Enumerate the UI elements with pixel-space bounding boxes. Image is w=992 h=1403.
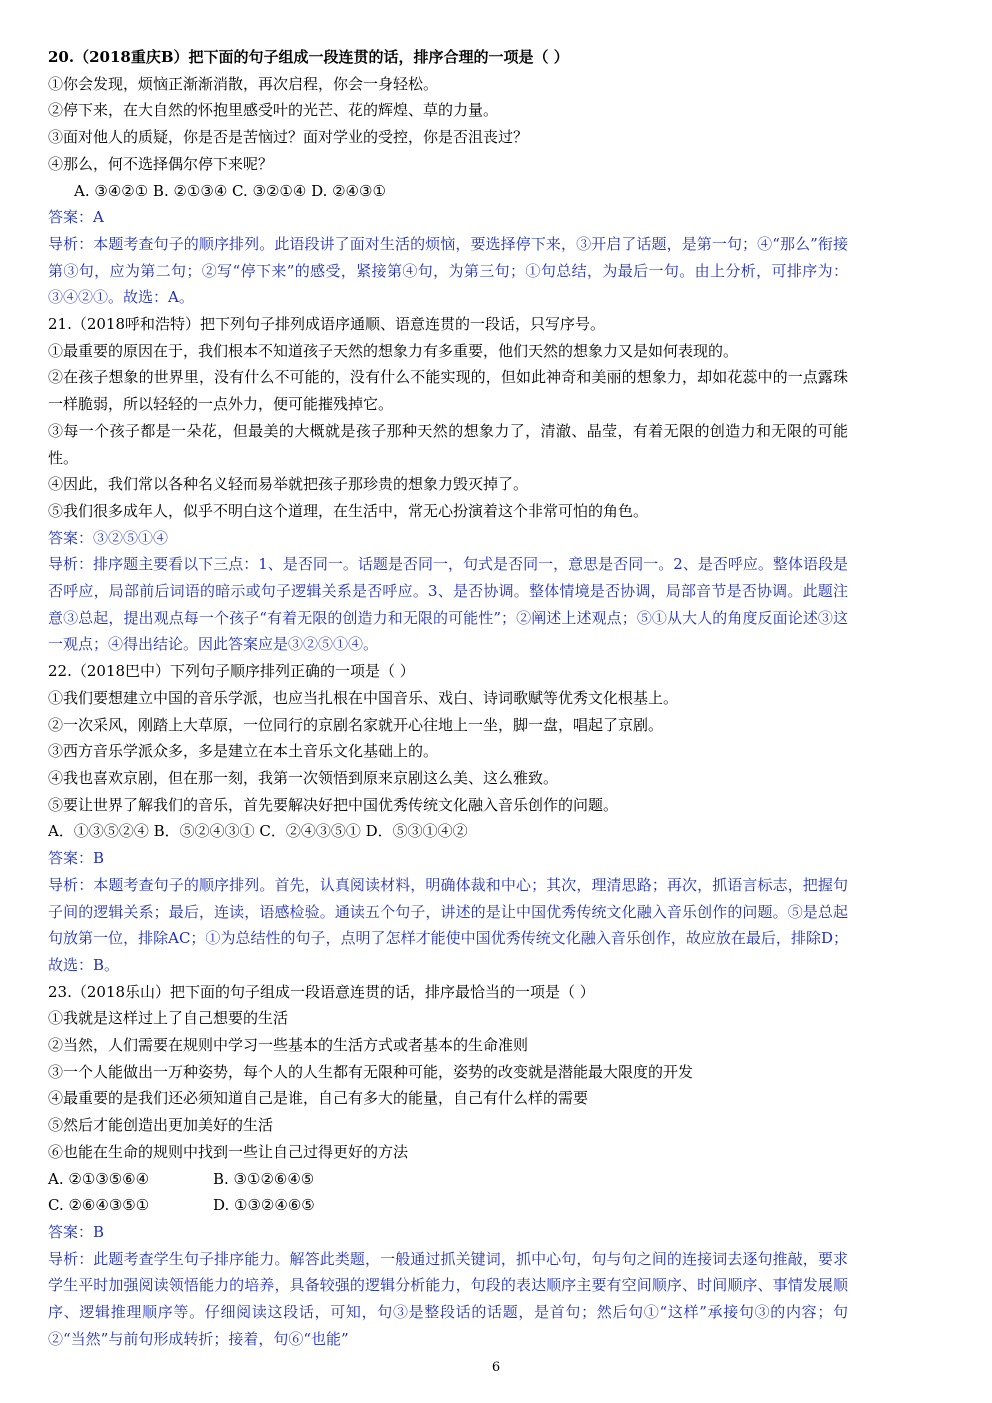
sentence-1: ①我们要想建立中国的音乐学派，也应当扎根在中国音乐、戏白、诗词歌赋等优秀文化根基上。 (48, 688, 679, 707)
sentence-5: ⑤然后才能创造出更加美好的生活 (48, 1116, 274, 1135)
sentence-3: ③面对他人的质疑，你是否是苦恼过？面对学业的受控，你是否沮丧过？ (48, 128, 529, 147)
question-20 (48, 44, 848, 311)
sentence-5: ⑤要让世界了解我们的音乐，首先要解决好把中国优秀传统文化融入音乐创作的问题。 (48, 795, 619, 814)
sentence-2: ②停下来，在大自然的怀抱里感受叶的光芒、花的辉煌、草的力量。 (48, 101, 499, 120)
answer: 答案：B (48, 1222, 105, 1241)
sentence-3: ③一个人能做出一万种姿势，每个人的人生都有无限种可能，姿势的改变就是潜能最大限度的开发 (48, 1062, 694, 1081)
sentence-6: ⑥也能在生命的规则中找到一些让自己过得更好的方法 (48, 1142, 409, 1161)
question-stem: 23.（2018乐山）把下面的句子组成一段语意连贯的话，排序最恰当的一项是（ ） (48, 982, 595, 1001)
answer-options-row-2 (48, 1192, 848, 1219)
sentence-4: ④那么，何不选择偶尔停下来呢？ (48, 154, 274, 173)
question-stem: 21.（2018呼和浩特）把下列句子排列成语序通顺、语意连贯的一段话，只写序号。 (48, 315, 606, 334)
question-22 (48, 658, 848, 978)
option-d: D. ①③②④⑥⑤ (213, 1196, 315, 1215)
question-number: 20. (48, 48, 75, 66)
analysis: 导析：排序题主要看以下三点：1、是否同一。话题是否同一，句式是否同一，意思是否同一。2、是否呼应。整体语段是否呼应，局部前后词语的暗示或句子逻辑关系是否呼应。3、是否协调。整体情境是否协调，局部音节是否协调。此题注意③总起，提出观点每一个孩子“有着无限的创造力和无限的可能性”；②阐述上述观点；⑤①从大人的角度反面论述③这一观点；④得出结论。因此答案应是③②⑤①④。 (48, 555, 848, 654)
answer-options: A．①③⑤②④ B．⑤②④③① C．②④③⑤① D．⑤③①④② (48, 822, 468, 841)
answer: 答案：③②⑤①④ (48, 528, 169, 547)
sentence-2: ②当然，人们需要在规则中学习一些基本的生活方式或者基本的生命准则 (48, 1036, 529, 1055)
sentence-4: ④因此，我们常以各种名义轻而易举就把孩子那珍贵的想象力毁灭掉了。 (48, 475, 529, 494)
sentence-5: ⑤我们很多成年人，似乎不明白这个道理，在生活中，常无心扮演着这个非常可怕的角色。 (48, 501, 649, 520)
sentence-1: ①我就是这样过上了自己想要的生活 (48, 1009, 289, 1028)
answer-options-row-1 (48, 1166, 848, 1193)
question-stem: 22.（2018巴中）下列句子顺序排列正确的一项是（ ） (48, 662, 415, 681)
option-c: C. ②⑥④③⑤① (48, 1196, 150, 1215)
question-21 (48, 311, 848, 658)
answer: 答案：A (48, 208, 104, 227)
sentence-1: ①你会发现，烦恼正渐渐消散，再次启程，你会一身轻松。 (48, 74, 439, 93)
answer-options: A. ③④②① B. ②①③④ C. ③②①④ D. ②④③① (74, 181, 386, 200)
sentence-1: ①最重要的原因在于，我们根本不知道孩子天然的想象力有多重要，他们天然的想象力又是如何表现的。 (48, 341, 739, 360)
analysis: 导析：本题考查句子的顺序排列。首先，认真阅读材料，明确体裁和中心；其次，理清思路；再次，抓语言标志，把握句子间的逻辑关系；最后，连读，语感检验。通读五个句子，讲述的是让中国优秀传统文化融入音乐创作的问题。⑤是总起句放第一位，排除AC；①为总结性的句子，点明了怎样才能使中国优秀传统文化融入音乐创作，故应放在最后，排除D；故选：B。 (48, 875, 848, 974)
sentence-2: ②一次采风，刚踏上大草原，一位同行的京剧名家就开心往地上一坐，脚一盘，唱起了京剧。 (48, 715, 664, 734)
document-page (48, 44, 848, 1352)
option-b: B. ③①②⑥④⑤ (213, 1169, 315, 1188)
sentence-4: ④最重要的是我们还必须知道自己是谁，自己有多大的能量，自己有什么样的需要 (48, 1089, 589, 1108)
sentence-2: ②在孩子想象的世界里，没有什么不可能的，没有什么不能实现的，但如此神奇和美丽的想象力，却如花蕊中的一点露珠一样脆弱，所以轻轻的一点外力，便可能摧残掉它。 (48, 368, 848, 414)
question-stem-text: （2018重庆B）把下面的句子组成一段连贯的话，排序合理的一项是（ ） (74, 48, 569, 66)
page-number: 6 (491, 1360, 501, 1375)
answer: 答案：B (48, 849, 105, 868)
sentence-4: ④我也喜欢京剧，但在那一刻，我第一次领悟到原来京剧这么美、这么雅致。 (48, 768, 559, 787)
analysis: 导析：此题考查学生句子排序能力。解答此类题，一般通过抓关键词，抓中心句，句与句之间的连接词去逐句推敲，要求学生平时加强阅读领悟能力的培养，具备较强的逻辑分析能力，句段的表达顺序主要有空间顺序、时间顺序、事情发展顺序、逻辑推理顺序等。仔细阅读这段话，可知，句③是整段话的话题，是首句；然后句①“这样”承接句③的内容；句②“当然”与前句形成转折；接着，句⑥“也能” (48, 1249, 848, 1348)
question-stem (48, 44, 848, 71)
option-a: A. ②①③⑤⑥④ (48, 1169, 150, 1188)
sentence-3: ③每一个孩子都是一朵花，但最美的大概就是孩子那种天然的想象力了，清澈、晶莹，有着无限的创造力和无限的可能性。 (48, 421, 848, 467)
question-23 (48, 979, 848, 1353)
analysis: 导析：本题考查句子的顺序排列。此语段讲了面对生活的烦恼，要选择停下来，③开启了话题，是第一句；④“那么”衔接第③句，应为第二句；②写“停下来”的感受，紧接第④句，为第三句；①句总结，为最后一句。由上分析，可排序为：③④②①。故选：A。 (48, 234, 848, 307)
sentence-3: ③西方音乐学派众多，多是建立在本土音乐文化基础上的。 (48, 742, 439, 761)
